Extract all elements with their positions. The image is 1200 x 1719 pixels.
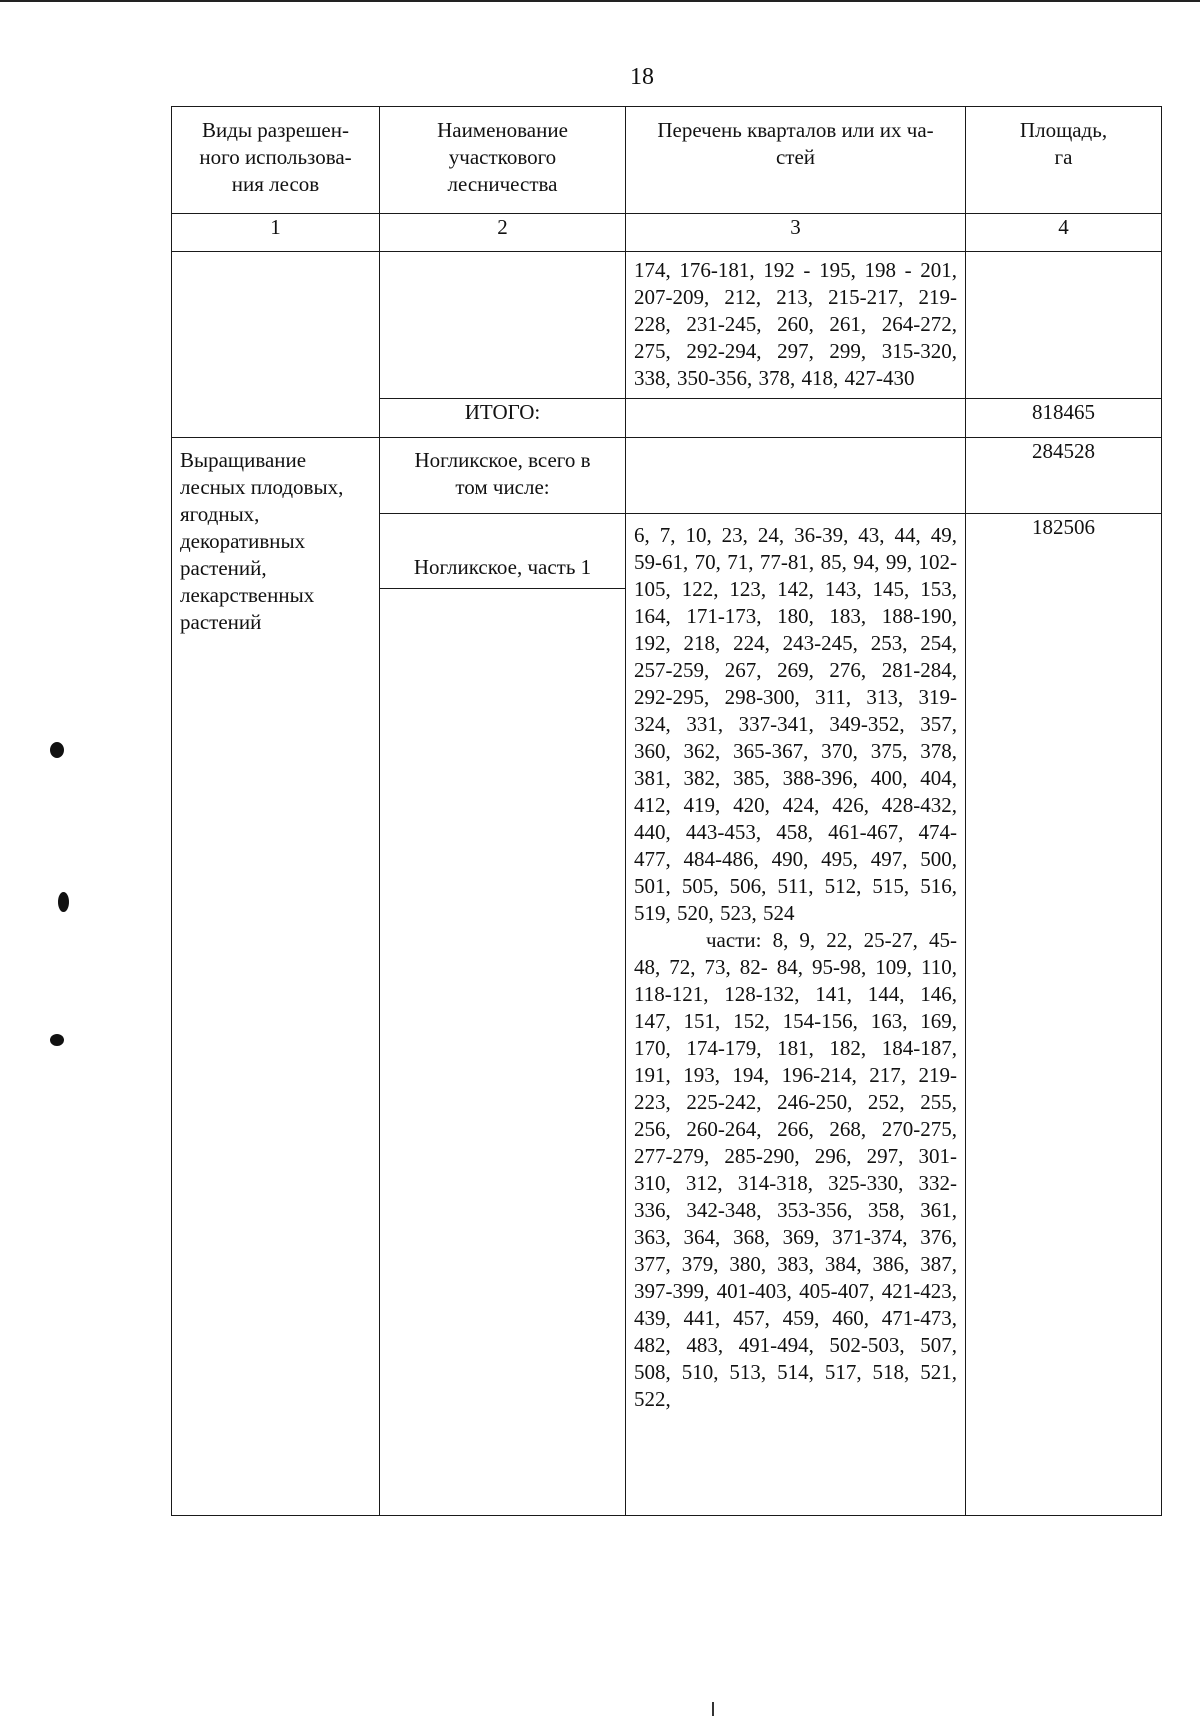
table-row-continuation bbox=[172, 252, 1162, 399]
table-row-forestry-total bbox=[172, 438, 1162, 514]
forestry-total-area: 284528 bbox=[966, 438, 1162, 514]
column-number-row bbox=[172, 214, 1162, 252]
quarters-list-continuation: 174, 176-181, 192 - 195, 198 - 201, 207-209, 212, 213, 215-217, 219-228, 231-245, 260, 261, 264-272, 275, 292-294, 297, 299, 315-320, 338, 350-356, 378, 418, 427-430 bbox=[626, 252, 966, 399]
empty-cell bbox=[626, 438, 966, 514]
col-number: 3 bbox=[626, 214, 966, 252]
forestry-total-label: Ногликское, всего в том числе: bbox=[380, 438, 626, 514]
header-area: Площадь, га bbox=[966, 107, 1162, 214]
scan-mark bbox=[50, 742, 64, 758]
scan-top-edge bbox=[0, 0, 1200, 2]
header-forestry: Наименование участкового лесничества bbox=[380, 107, 626, 214]
quarters-full-list: 6, 7, 10, 23, 24, 36-39, 43, 44, 49, 59-61, 70, 71, 77-81, 85, 94, 99, 102-105, 122, 123, 142, 143, 145, 153, 164, 171-173, 180, 183, 188-190, 192, 218, 224, 243-245, 253, 254, 257-259, 267, 269, 276, 281-284, 292-295, 298-300, 311, 313, 319-324, 331, 337-341, 349-352, 357, 360, 362, 365-367, 370, 375, 378, 381, 382, 385, 388-396, 400, 404, 412, 419, 420, 424, 426, 428-432, 440, 443-453, 458, 461-467, 474-477, 484-486, 490, 495, 497, 500, 501, 505, 506, 511, 512, 515, 516, 519, 520, 523, 524 bbox=[634, 523, 957, 925]
forestry-part-cell bbox=[380, 514, 626, 1516]
quarters-table bbox=[171, 106, 1162, 1516]
table-header-row bbox=[172, 107, 1162, 214]
empty-cell bbox=[172, 252, 380, 438]
page-number: 18 bbox=[630, 64, 654, 90]
header-use-type: Виды разрешен- ного использова- ния лесов bbox=[172, 107, 380, 214]
empty-cell bbox=[626, 399, 966, 438]
quarters-list bbox=[626, 514, 966, 1516]
total-area: 818465 bbox=[966, 399, 1162, 438]
empty-cell bbox=[966, 252, 1162, 399]
scan-mark bbox=[58, 892, 69, 912]
cell-divider bbox=[380, 588, 625, 589]
scan-mark bbox=[50, 1034, 64, 1046]
header-quarters: Перечень кварталов или их ча- стей bbox=[626, 107, 966, 214]
col-number: 1 bbox=[172, 214, 380, 252]
forestry-part-area: 182506 bbox=[966, 514, 1162, 1516]
quarters-parts-list: части: 8, 9, 22, 25-27, 45-48, 72, 73, 82- 84, 95-98, 109, 110, 118-121, 128-132, 141, 144, 146, 147, 151, 152, 154-156, 163, 169, 170, 174-179, 181, 182, 184-187, 191, 193, 194, 196-214, 217, 219-223, 225-242, 246-250, 252, 255, 256, 260-264, 266, 268, 270-275, 277-279, 285-290, 296, 297, 301-310, 312, 314-318, 325-330, 332-336, 342-348, 353-356, 358, 361, 363, 364, 368, 369, 371-374, 376, 377, 379, 380, 383, 384, 386, 387, 397-399, 401-403, 405-407, 421-423, 439, 441, 457, 459, 460, 471-473, 482, 483, 491-494, 502-503, 507, 508, 510, 513, 514, 517, 518, 521, 522, bbox=[634, 928, 957, 1411]
empty-cell bbox=[380, 252, 626, 399]
total-label: ИТОГО: bbox=[380, 399, 626, 438]
use-type-cell: Выращивание лесных плодовых, ягодных, декоративных растений, лекарственных растений bbox=[172, 438, 380, 1516]
forestry-part-label: Ногликское, часть 1 bbox=[413, 555, 592, 579]
scan-mark bbox=[712, 1702, 714, 1716]
col-number: 2 bbox=[380, 214, 626, 252]
col-number: 4 bbox=[966, 214, 1162, 252]
